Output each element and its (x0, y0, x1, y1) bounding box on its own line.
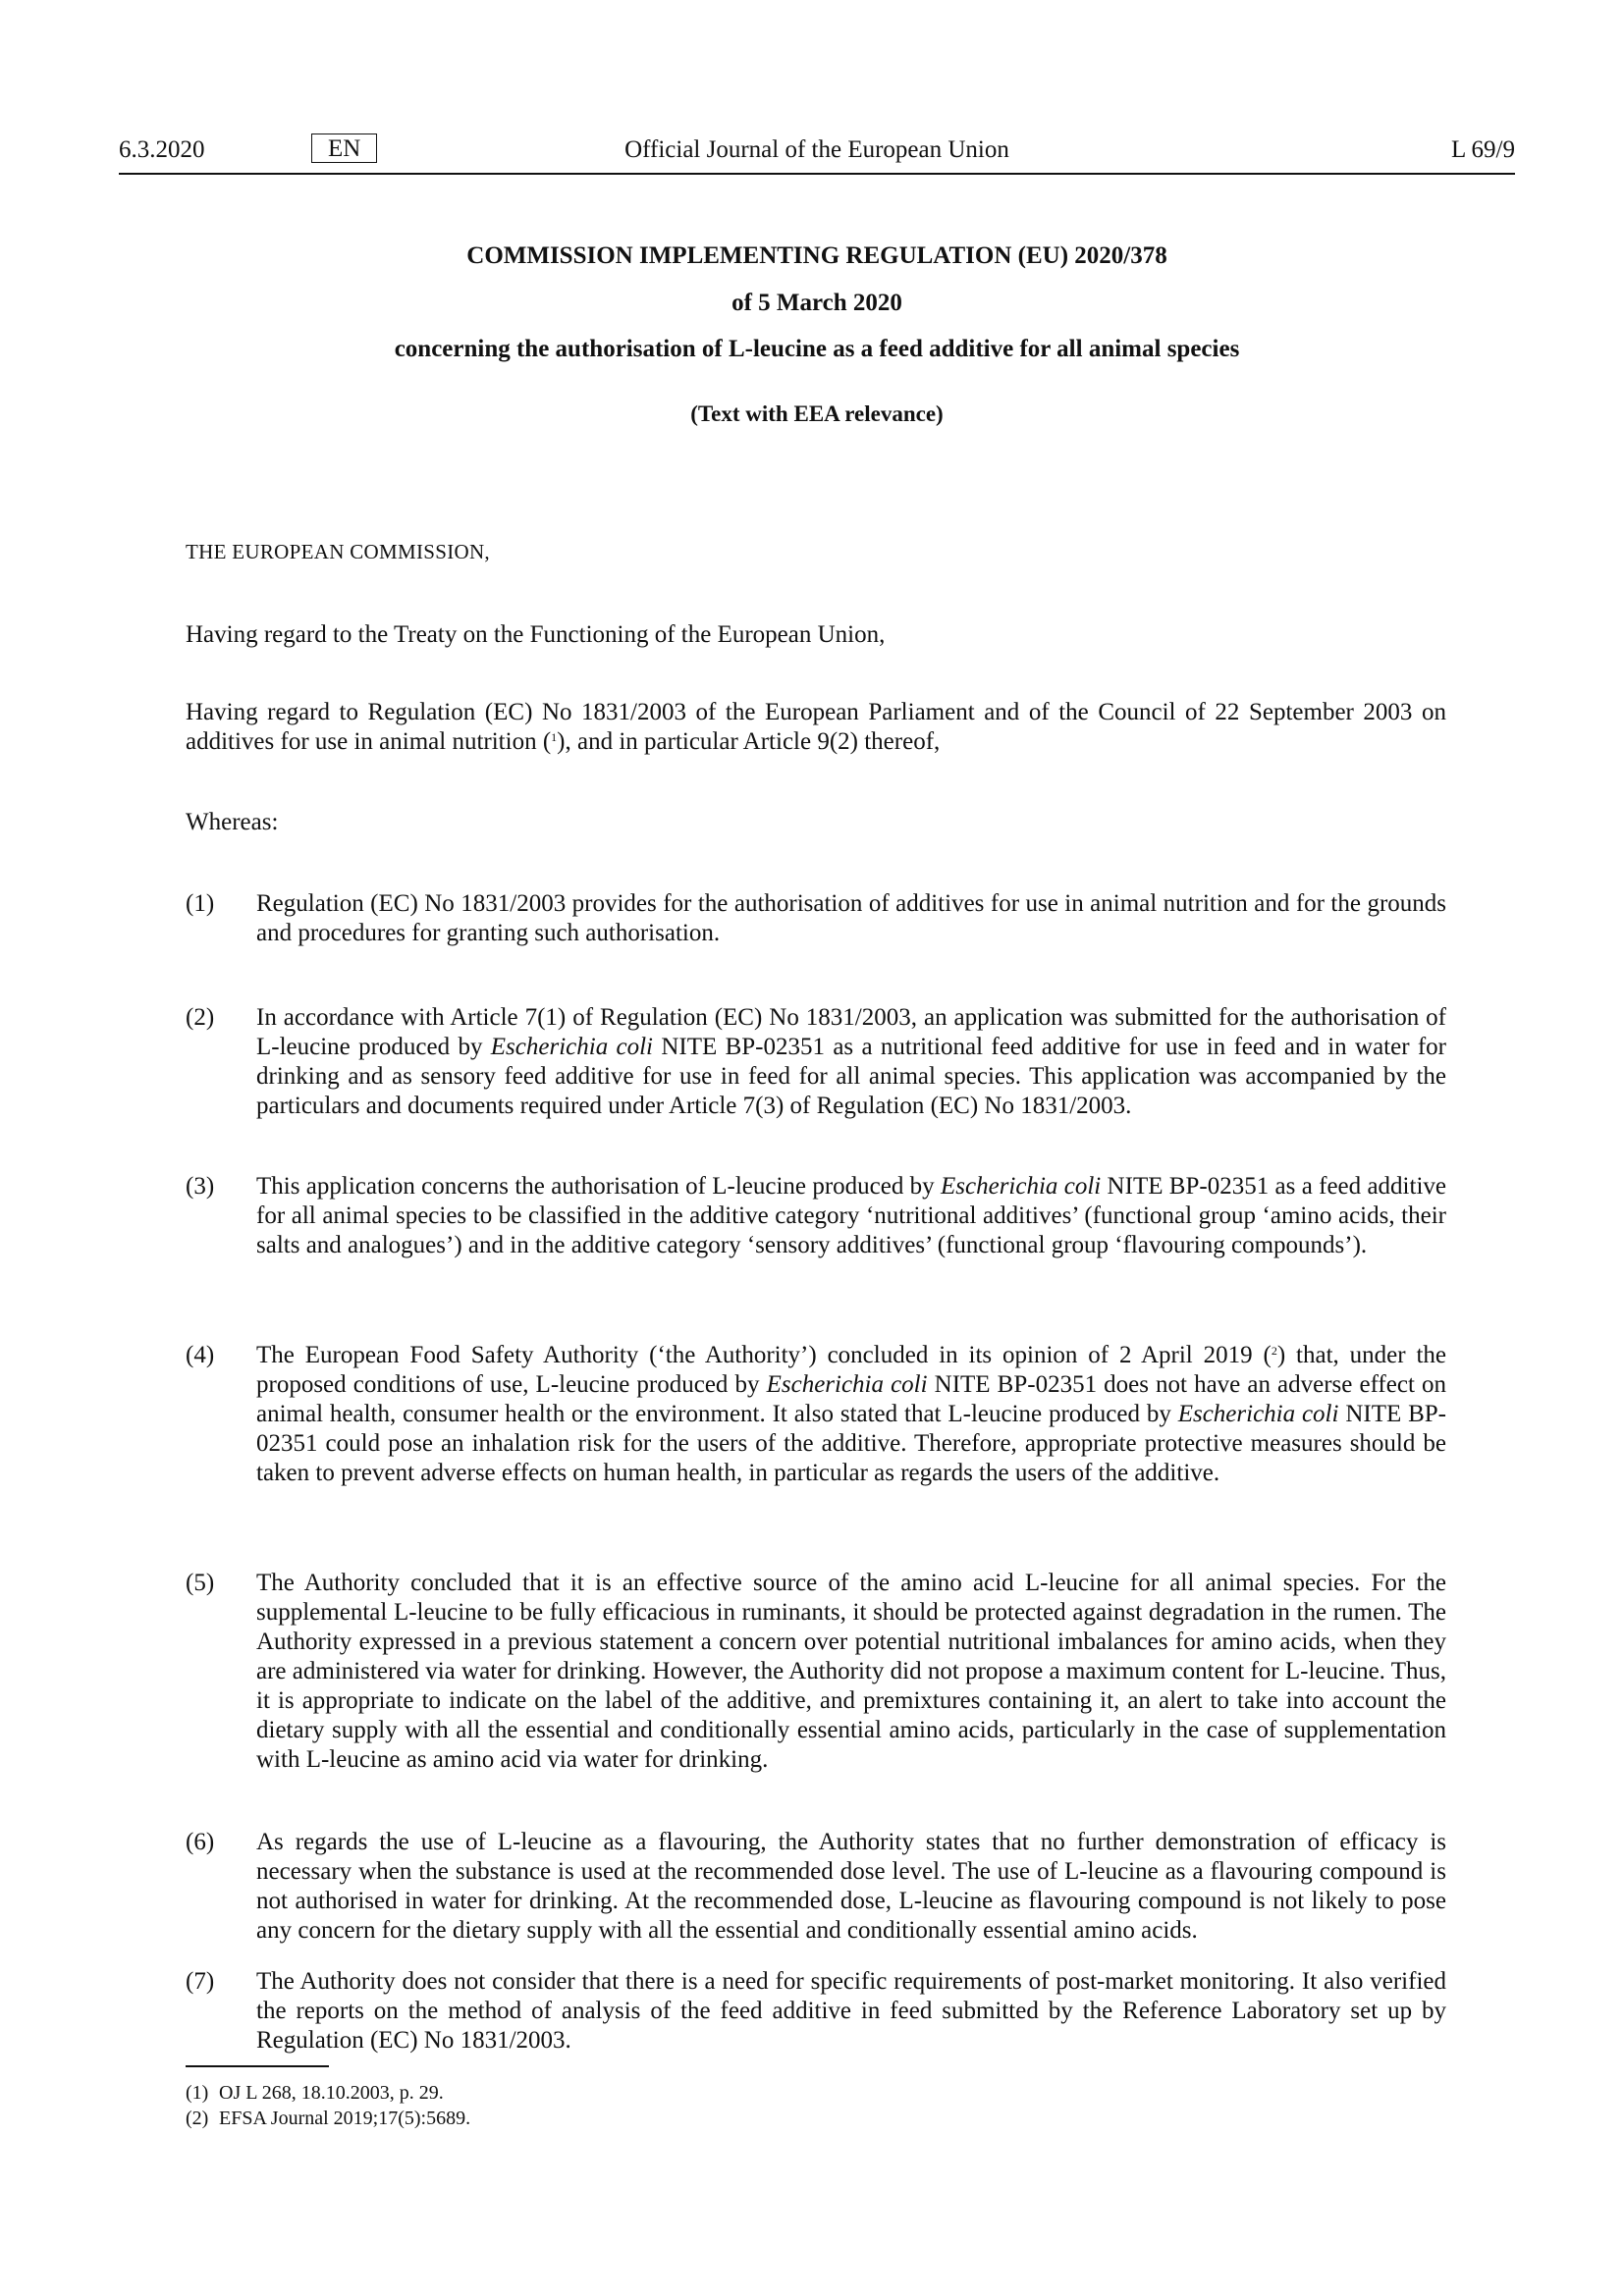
regulation-subject: concerning the authorisation of L-leucine as a feed additive for all animal species (394, 336, 1240, 362)
recital-number: (2) (186, 1004, 215, 1031)
eea-relevance-note: (Text with EEA relevance) (690, 401, 944, 426)
recital-text-part: ) that, under the proposed conditions of use, L-leucine produced by (256, 1342, 1447, 1398)
species-name: Escherichia coli (766, 1371, 928, 1398)
journal-header (119, 133, 1515, 175)
recital-number: (1) (186, 890, 215, 917)
footnote-divider (186, 2065, 329, 2067)
regulation-date: of 5 March 2020 (731, 290, 902, 316)
recital-text-part: In accordance with Article 7(1) of Regulation (EC) No 1831/2003, an application was submitted for the authorisation of L-leucine produced by (256, 1004, 1446, 1060)
species-name: Escherichia coli (490, 1034, 654, 1060)
recital-number: (3) (186, 1173, 215, 1200)
publication-date: 6.3.2020 (119, 136, 205, 163)
species-name: Escherichia coli (1177, 1401, 1339, 1427)
recital-text (256, 1341, 1446, 1488)
recital-number: (5) (186, 1570, 215, 1596)
recital-number: (4) (186, 1342, 215, 1368)
whereas-heading: Whereas: (186, 809, 279, 835)
preamble-treaty: Having regard to the Treaty on the Functioning of the European Union, (186, 621, 886, 648)
footnote-text: OJ L 268, 18.10.2003, p. 29. (219, 2082, 444, 2104)
page-number: L 69/9 (1450, 136, 1515, 163)
preamble-commission: THE EUROPEAN COMMISSION, (186, 540, 490, 563)
recital-text: As regards the use of L-leucine as a flavouring, the Authority states that no further demonstration of efficacy is necessary when the substance is used at the recommended dose level. The use of L-leucine as a flavouring compound is not authorised in water for drinking. At the recommended dose, L-leucine as flavouring compound is not likely to pose any concern for the dietary supply with all the essential and conditionally essential amino acids. (256, 1829, 1446, 1944)
recital-text-part: The European Food Safety Authority (‘the Authority’) concluded in its opinion of 2 April 2019 ( (256, 1342, 1272, 1368)
footnote-1 (186, 2081, 444, 2105)
preamble-regulation-text: Having regard to Regulation (EC) No 1831/2003 of the European Parliament and of the Council of 22 September 2003 on additives for use in animal nutrition ( (186, 699, 1446, 755)
recital-text (256, 1172, 1446, 1260)
footnote-number: (2) (186, 2108, 209, 2129)
footnote-number: (1) (186, 2082, 209, 2104)
preamble-regulation-text-end: ), and in particular Article 9(2) thereof, (557, 728, 941, 755)
regulation-title: COMMISSION IMPLEMENTING REGULATION (EU) 2020/378 (466, 242, 1167, 269)
recital-text-part: This application concerns the authorisation of L-leucine produced by (256, 1173, 941, 1200)
footnote-text: EFSA Journal 2019;17(5):5689. (219, 2108, 471, 2129)
recital-text-part: NITE BP-02351 as a nutritional feed additive for use in feed and in water for drinking and as sensory feed additive for use in feed for all animal species. This application was accompanied by the particulars and documents required under Article 7(3) of Regulation (EC) No 1831/2003. (256, 1034, 1447, 1119)
language-badge: EN (311, 133, 377, 163)
footnote-2 (186, 2107, 470, 2130)
recital-number: (7) (186, 1968, 215, 1995)
species-name: Escherichia coli (941, 1173, 1102, 1200)
footnote-ref-1: 1 (551, 730, 558, 744)
recital-text (256, 1003, 1446, 1121)
recital-text: The Authority does not consider that there is a need for specific requirements of post-market monitoring. It also verified the reports on the method of analysis of the feed additive in feed submitted by the Reference Laboratory set up by Regulation (EC) No 1831/2003. (256, 1968, 1446, 2054)
recital-text: The Authority concluded that it is an effective source of the amino acid L-leucine for all animal species. For the supplemental L-leucine to be fully efficacious in ruminants, it should be protected against degradation in the rumen. The Authority expressed in a previous statement a concern over potential nutritional imbalances for amino acids, when they are administered via water for drinking. However, the Authority did not propose a maximum content for L-leucine. Thus, it is appropriate to indicate on the label of the additive, and premixtures containing it, an alert to take into account the dietary supply with all the essential and conditionally essential amino acids, particularly in the case of supplementation with L-leucine as amino acid via water for drinking. (256, 1570, 1446, 1773)
recital-text-part: NITE BP-02351 could pose an inhalation risk for the users of the additive. Therefore, appropriate protective measures should be taken to prevent adverse effects on human health, in particular as regards the users of the additive. (256, 1401, 1447, 1486)
recital-number: (6) (186, 1829, 215, 1855)
recital-text: Regulation (EC) No 1831/2003 provides for the authorisation of additives for use in animal nutrition and for the grounds and procedures for granting such authorisation. (256, 890, 1446, 946)
recital-text-part: NITE BP-02351 as a feed additive for all animal species to be classified in the additive category ‘nutritional additives’ (functional group ‘amino acids, their salts and analogues’) and in the additive category ‘sensory additives’ (functional group ‘flavouring compounds’). (256, 1173, 1446, 1258)
recital-text-part: NITE BP-02351 does not have an adverse effect on animal health, consumer health or the environment. It also stated that L-leucine produced by (256, 1371, 1446, 1427)
journal-title: Official Journal of the European Union (624, 136, 1009, 163)
preamble-regulation (186, 698, 1446, 757)
footnote-ref-2: 2 (1271, 1344, 1277, 1358)
